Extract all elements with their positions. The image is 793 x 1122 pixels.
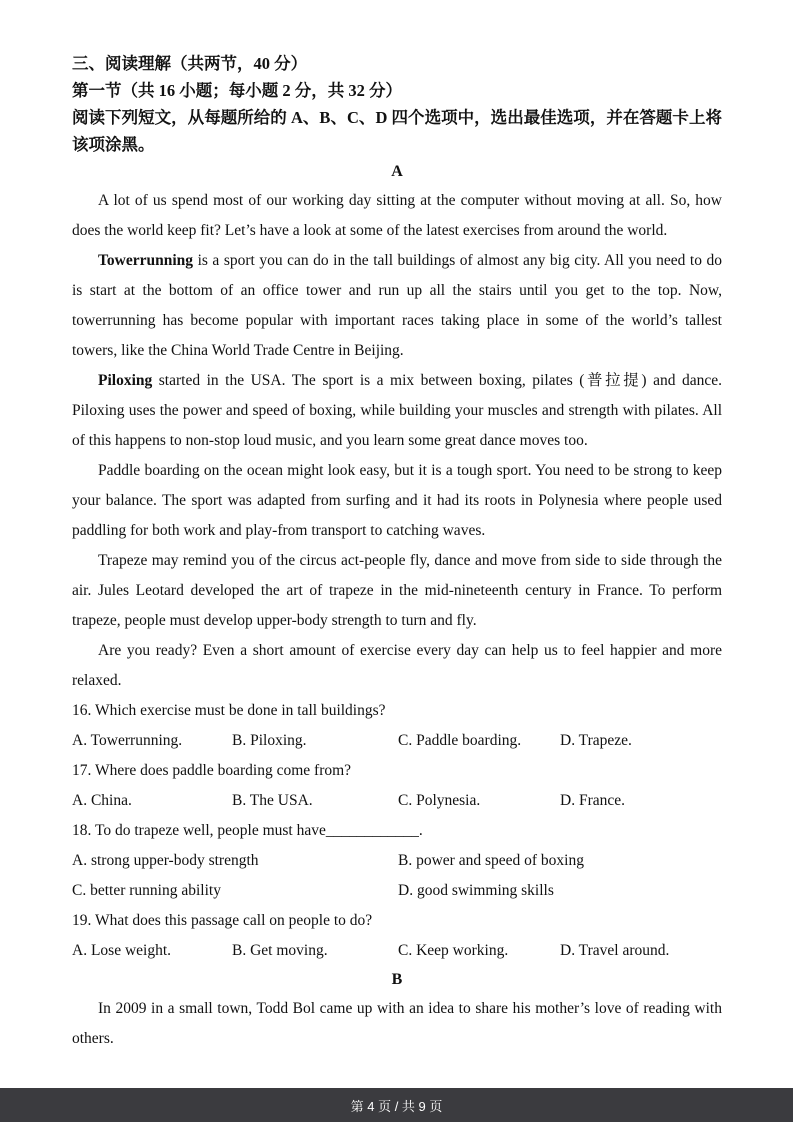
passage-b-paragraph <box>72 994 722 1054</box>
option: A. China. <box>72 792 132 809</box>
option: B. The USA. <box>232 792 313 809</box>
question-19-text: 19. What does this passage call on people to do? <box>72 912 373 929</box>
instructions-text: 阅读下列短文，从每题所给的 A、B、C、D 四个选项中，选出最佳选项，并在答题卡上将该项涂黑。 <box>72 108 722 154</box>
passage-a-paragraph <box>72 366 722 456</box>
paragraph-text: Trapeze may remind you of the circus act-people fly, dance and move from side to side through the air. Jules Leotard developed the art of trapeze in the mid-nineteenth century in France. To perform trapeze, people must develop upper-body strength to turn and fly. <box>72 552 722 629</box>
section-heading: 三、阅读理解（共两节，40 分） <box>72 54 308 73</box>
option: B. Get moving. <box>232 942 328 959</box>
passage-a-title: A <box>391 163 403 180</box>
paragraph-text: A lot of us spend most of our working day sitting at the computer without moving at all. So, how does the world keep fit? Let’s have a look at some of the latest exercises from around the world. <box>72 192 722 239</box>
page-footer <box>0 1088 793 1122</box>
option: C. Polynesia. <box>398 792 481 809</box>
question-16-text: 16. Which exercise must be done in tall buildings? <box>72 702 386 719</box>
option: A. Towerrunning. <box>72 732 183 749</box>
paragraph-text: is a sport you can do in the tall buildings of almost any big city. All you need to do is start at the bottom of an office tower and run up all the stairs until you get to the top. Now, towerrunning has become popular with important races taking place in some of the world’s tallest towers, like the China World Trade Centre in Beijing. <box>72 252 722 359</box>
passage-a-paragraph <box>72 186 722 246</box>
passage-a-paragraph <box>72 636 722 696</box>
bold-term: Piloxing <box>98 372 153 389</box>
option: D. good swimming skills <box>398 882 554 899</box>
question-16-options <box>72 726 722 756</box>
subsection-heading: 第一节（共 16 小题；每小题 2 分，共 32 分） <box>72 81 402 100</box>
option: D. Trapeze. <box>560 732 632 749</box>
passage-b-title: B <box>391 971 403 988</box>
option: A. Lose weight. <box>72 942 172 959</box>
option: C. Keep working. <box>398 942 509 959</box>
option: C. Paddle boarding. <box>398 732 522 749</box>
question-18-options <box>72 846 722 906</box>
passage-a-paragraph <box>72 246 722 366</box>
question-17-options <box>72 786 722 816</box>
option: C. better running ability <box>72 882 221 899</box>
page-number: 第 4 页 / 共 9 页 <box>350 1098 443 1114</box>
paragraph-text: Paddle boarding on the ocean might look easy, but it is a tough sport. You need to be strong to keep your balance. The sport was adapted from surfing and it had its roots in Polynesia where people used paddling for both work and play-from transport to catching waves. <box>72 462 722 539</box>
paragraph-text: Are you ready? Even a short amount of exercise every day can help us to feel happier and more relaxed. <box>72 642 722 689</box>
option: B. power and speed of boxing <box>398 852 584 869</box>
paragraph-text: started in the USA. The sport is a mix between boxing, pilates (普拉提) and dance. Piloxing uses the power and speed of boxing, while building your muscles and strength with pilates. All of this happens to non-stop loud music, and you learn some great dance moves too. <box>72 372 722 449</box>
option: D. France. <box>560 792 625 809</box>
passage-a-paragraph <box>72 546 722 636</box>
option: D. Travel around. <box>560 942 670 959</box>
question-17-text: 17. Where does paddle boarding come from? <box>72 762 352 779</box>
bold-term: Towerrunning <box>98 252 194 269</box>
paragraph-text: In 2009 in a small town, Todd Bol came up with an idea to share his mother’s love of reading with others. <box>72 1000 722 1047</box>
option: A. strong upper-body strength <box>72 852 259 869</box>
question-19-options <box>72 936 722 966</box>
document-page <box>72 50 722 1054</box>
question-18-text: 18. To do trapeze well, people must have____________. <box>72 822 423 839</box>
option: B. Piloxing. <box>232 732 307 749</box>
passage-a-paragraph <box>72 456 722 546</box>
